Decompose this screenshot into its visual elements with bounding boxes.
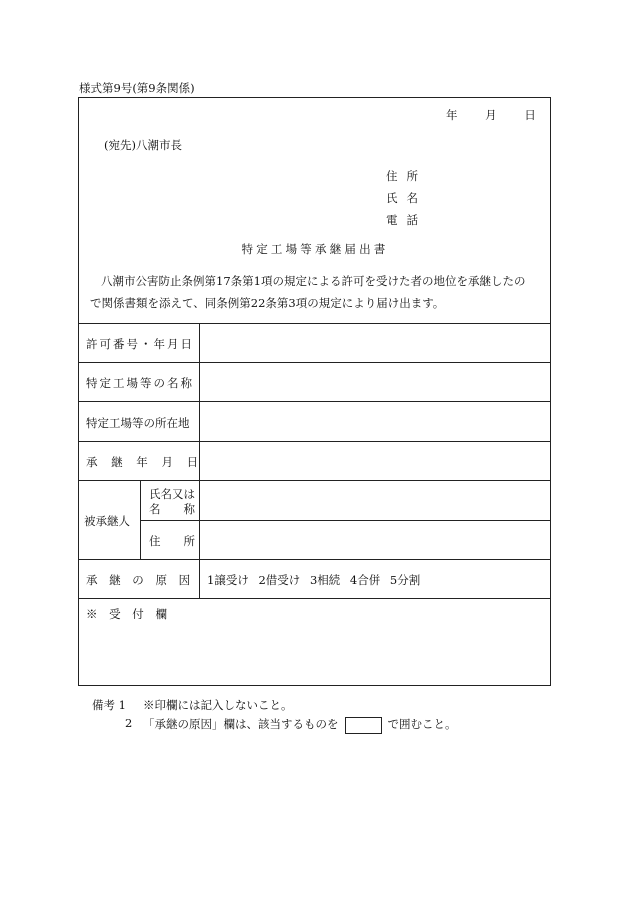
body-paragraph [90,270,542,314]
row-rule-inner [140,520,551,521]
row-rule [78,401,551,402]
row-rule [78,598,551,599]
note-2-text-before: 「承継の原因」欄は、該当するものを [143,717,339,731]
document-title: 特定工場等承継届出書 [241,242,389,256]
applicant-phone-label: 電話 [386,213,427,227]
date-year-label: 年 [446,108,458,122]
applicant-name-row [386,190,427,206]
body-line-2: で関係書類を添えて、同条例第22条第3項の規定により届け出ます。 [90,296,445,310]
enclose-box-sample [345,717,382,734]
note-1: ※印欄には記入しないこと。 [143,698,293,712]
note-2-text-after: で囲むこと。 [387,717,457,731]
reception-field-label: ※ 受 付 欄 [86,607,171,621]
predecessor-name-label-line2: 名 称 [149,502,195,516]
addressee: (宛先)八潮市長 [104,138,182,152]
note-2 [143,716,457,734]
predecessor-name-label-line1: 氏名又は [149,487,195,501]
predecessor-address-label: 住 所 [149,534,195,548]
row-rule [78,362,551,363]
date-month-label: 月 [485,108,497,122]
row-rule [78,441,551,442]
row-rule [78,480,551,481]
succession-date-label: 承 継 年 月 日 [86,455,204,469]
factory-location-label: 特定工場等の所在地 [86,416,190,430]
permit-number-label: 許可番号・年月日 [86,337,194,351]
form-number-label: 様式第9号(第9条関係) [79,81,195,95]
applicant-name-label: 氏名 [386,191,427,205]
applicant-address-label: 住所 [386,169,427,183]
date-day-label: 日 [524,108,536,122]
succession-cause-label: 承 継 の 原 因 [86,573,195,587]
row-rule [78,559,551,560]
note-2-number: 2 [125,716,133,730]
body-line-1: 八潮市公害防止条例第17条第1項の規定による許可を受けた者の地位を承継したの [101,274,526,288]
succession-cause-options: 1譲受け 2借受け 3相続 4合併 5分割 [207,573,421,587]
table-top-rule [78,323,551,324]
applicant-phone-row [386,212,427,228]
date-line [446,107,536,123]
notes-heading: 備考 1 [92,698,126,712]
applicant-address-row [386,168,427,184]
factory-name-label: 特定工場等の名称 [86,376,194,390]
predecessor-label: 被承継人 [84,514,130,528]
predecessor-divider [140,480,141,559]
